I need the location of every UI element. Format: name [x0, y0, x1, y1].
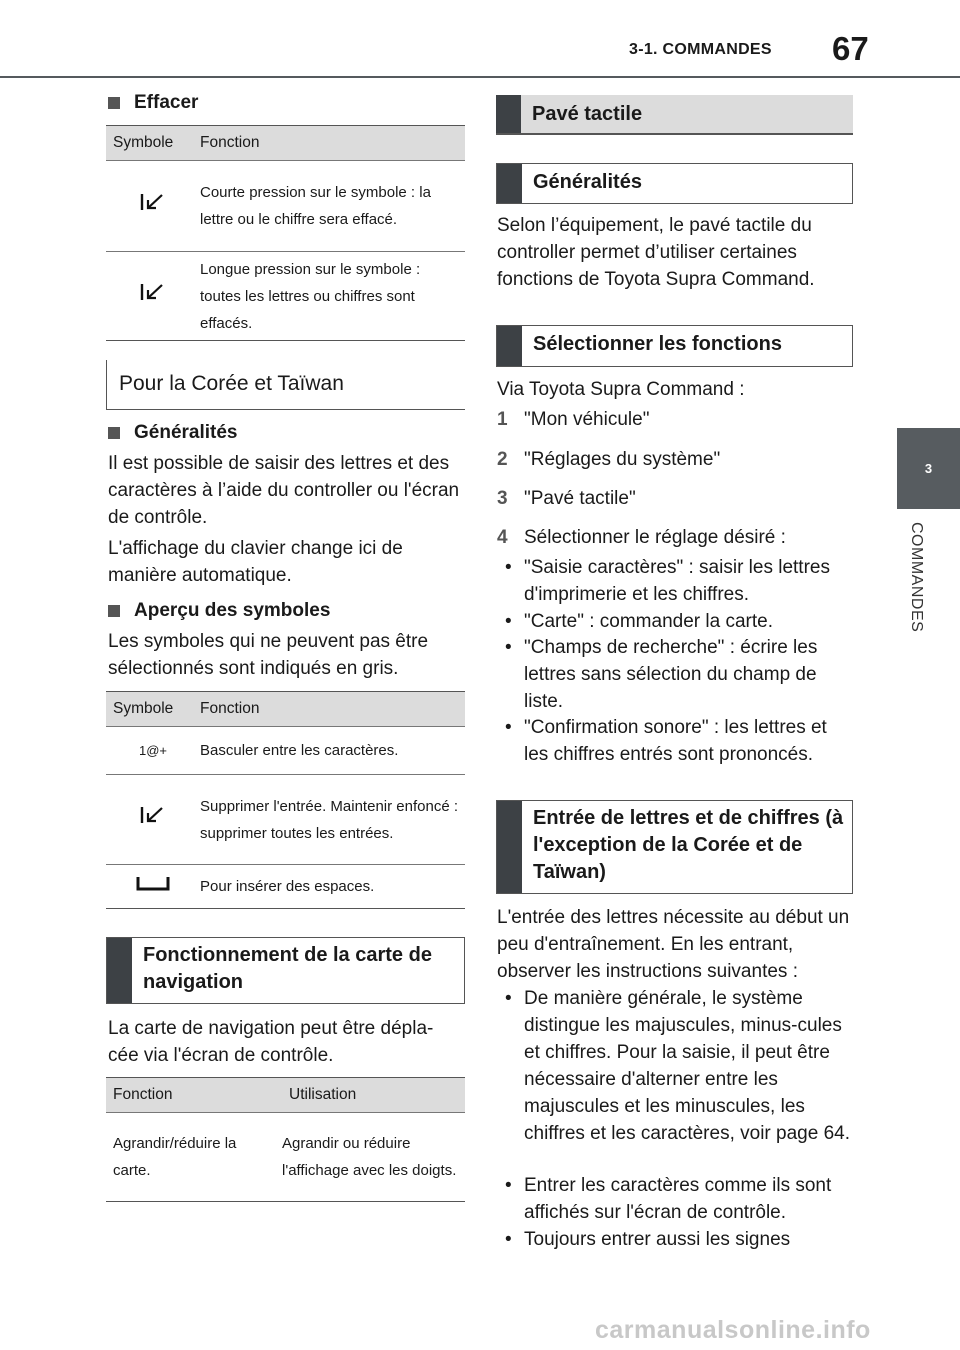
header-rule	[0, 76, 960, 78]
table-row: Pour insérer des espaces.	[106, 865, 465, 908]
square-bullet-icon	[108, 427, 120, 439]
switch-characters-icon: 1@+	[138, 743, 168, 758]
heading-apercu-symboles: Aperçu des symboles	[108, 600, 330, 622]
list-item: • "Saisie caractères" : saisir les lettres d'imprimerie et les chiffres.	[505, 557, 830, 605]
page-number: 67	[832, 30, 869, 67]
paragraph: L'affichage du clavier change ici de manière automatique.	[108, 538, 403, 586]
paragraph: La carte de navigation peut être dépla-cée via l'écran de contrôle.	[108, 1018, 434, 1066]
table-header: Symbole Fonction	[106, 692, 465, 727]
chapter-tab[interactable]: 3	[897, 428, 960, 509]
list-item: 1 "Mon véhicule"	[497, 409, 650, 430]
list-item: • Toujours entrer aussi les signes	[505, 1229, 791, 1250]
list-item: • "Confirmation sonore" : les lettres et les chiffres entrés sont prononcés.	[505, 717, 827, 765]
paragraph: L'entrée des lettres nécessite au début un peu d'entraînement. En les entrant, observer les instructions suivantes :	[497, 907, 850, 982]
table-row: Longue pression sur le symbole : toutes les lettres ou chiffres sont effacés.	[106, 252, 465, 340]
heading-selectionner-fonctions: Sélectionner les fonctions	[496, 325, 853, 367]
list-item: • Entrer les caractères comme ils sont affichés sur l'écran de contrôle.	[505, 1175, 832, 1223]
backspace-icon	[106, 282, 200, 311]
heading-generalites-pave: Généralités	[496, 163, 853, 204]
paragraph: Les symboles qui ne peuvent pas être sélectionnés sont indiqués en gris.	[108, 631, 429, 679]
heading-entree-lettres: Entrée de lettres et de chiffres (à l'exception de la Corée et de Taïwan)	[496, 800, 853, 894]
table-apercu-symboles	[106, 691, 465, 909]
backspace-icon	[106, 192, 200, 221]
square-bullet-icon	[108, 605, 120, 617]
square-bullet-icon	[108, 97, 120, 109]
heading-coree-taiwan: Pour la Corée et Taïwan	[106, 360, 465, 410]
list-item: • "Carte" : commander la carte.	[505, 611, 773, 632]
table-carte	[106, 1077, 465, 1202]
heading-pave-tactile: Pavé tactile	[496, 95, 853, 135]
chapter-side-label: COMMANDES	[908, 522, 925, 633]
heading-generalites: Généralités	[108, 422, 238, 444]
backspace-icon	[106, 805, 200, 834]
section-title: 3-1. COMMANDES	[629, 41, 772, 58]
table-row: Agrandir/réduire la carte. Agrandir ou réduire l'affichage avec les doigts.	[113, 1135, 457, 1179]
table-effacer	[106, 125, 465, 341]
footer-watermark: carmanualsonline.info	[595, 1316, 871, 1344]
heading-effacer: Effacer	[108, 92, 198, 114]
table-row: Supprimer l'entrée. Maintenir enfoncé : supprimer toutes les entrées.	[106, 775, 465, 865]
list-item: 4 Sélectionner le réglage désiré :	[497, 527, 786, 548]
list-item: 2 "Réglages du système"	[497, 449, 721, 470]
list-item: • "Champs de recherche" : écrire les lettres sans sélection du champ de liste.	[505, 637, 818, 712]
paragraph: Via Toyota Supra Command :	[497, 379, 745, 400]
table-row: 1@+ Basculer entre les caractères.	[106, 727, 465, 775]
table-header: Fonction Utilisation	[106, 1078, 465, 1113]
table-header: Symbole Fonction	[106, 126, 465, 161]
list-item: • De manière générale, le système distingue les majuscules, minus-cules et chiffres. Pour la saisie, il peut être nécessaire d'alterner entre les majuscules et les minuscules, les chiffres et les caractères, voir page 64.	[505, 988, 850, 1144]
heading-carte-navigation: Fonctionnement de la carte de navigation	[106, 937, 465, 1004]
paragraph: Selon l’équipement, le pavé tactile du controller permet d’utiliser certaines fonctions de Toyota Supra Command.	[497, 215, 815, 290]
space-icon	[106, 873, 200, 900]
list-item: 3 "Pavé tactile"	[497, 488, 636, 509]
paragraph: Il est possible de saisir des lettres et des caractères à l’aide du controller ou l'écran de contrôle.	[108, 453, 460, 528]
table-row: Courte pression sur le symbole : la lettre ou le chiffre sera effacé.	[106, 161, 465, 252]
